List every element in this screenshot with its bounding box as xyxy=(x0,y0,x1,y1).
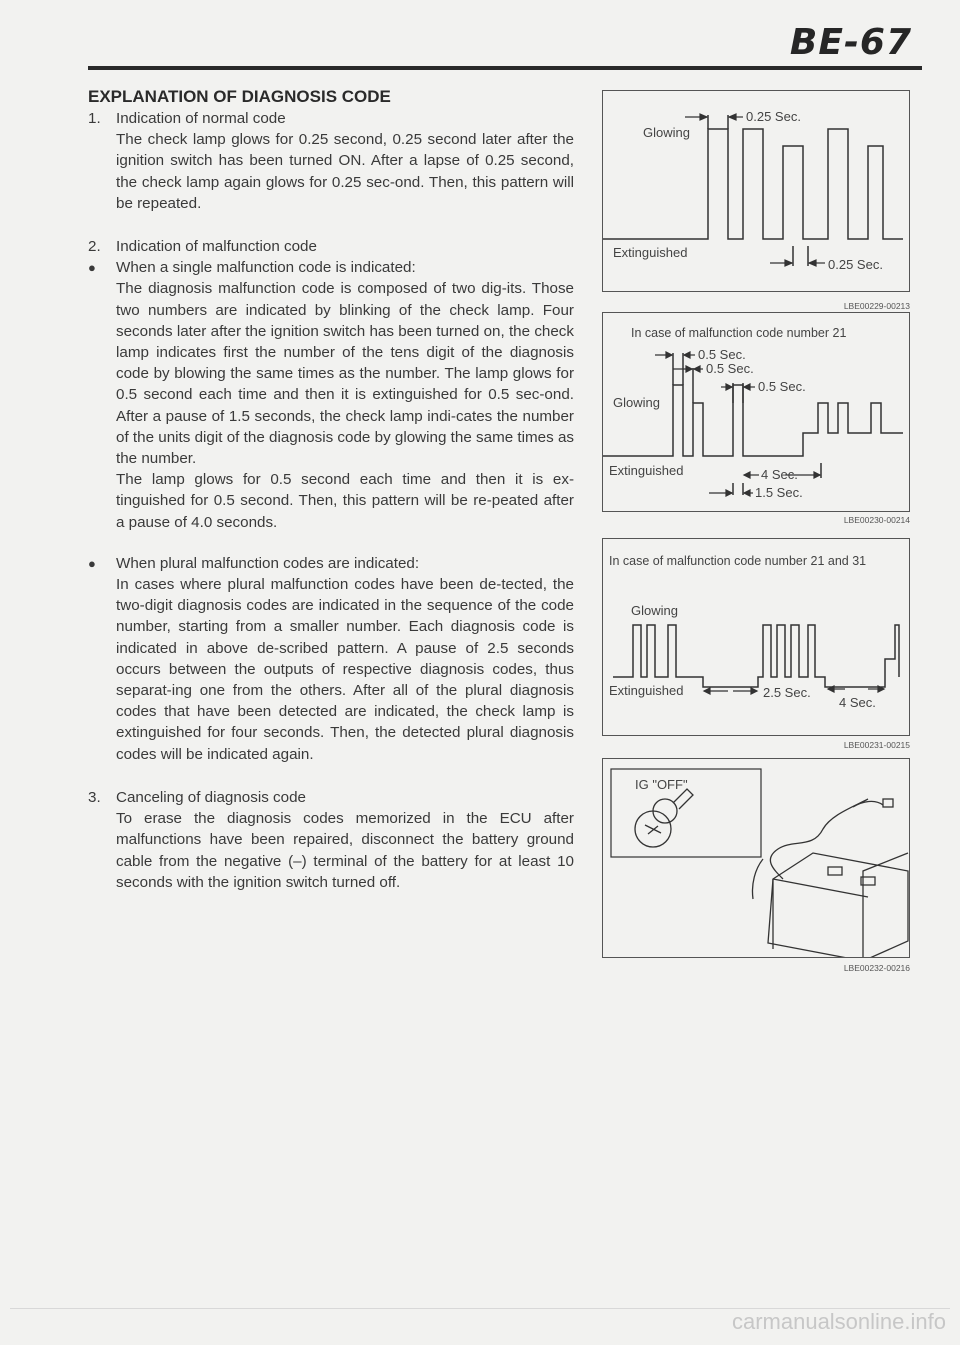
figure-code: LBE00231-00215 xyxy=(843,740,910,750)
bullet-body: In cases where plural malfunction codes have been de-tected, the two-digit diagnosis codes are indicated in the sequence of the code number, starting from a smaller number. Each diagnosis code is indicated in above de-scribed pattern. A pause of 2.5 seconds occurs between the outputs of respective diagnosis codes, thus separat-ing one from the others. After all of the plural diagnosis codes that have been detected are indicated, the check lamp is extinguished for four seconds. Then, the detected plural diagnosis codes will be indicated again. xyxy=(116,576,574,763)
battery-illustration xyxy=(603,759,909,957)
ignition-key-icon xyxy=(635,789,693,847)
bullet-heading: When plural malfunction codes are indicated: xyxy=(116,554,420,572)
item-body: To erase the diagnosis codes memorized in the ECU after malfunctions have been repaired, disconnect the battery ground cable from the negative (–) terminal of the battery for at least 10 seconds with the ignition switch turned off. xyxy=(116,810,574,891)
figure-code: LBE00230-00214 xyxy=(843,515,910,525)
extinguished-label: Extinguished xyxy=(609,683,684,698)
figure-code: LBE00229-00213 xyxy=(843,301,910,311)
timing-label: 4 Sec. xyxy=(839,695,876,710)
item-heading: Indication of malfunction code xyxy=(116,238,317,256)
text-column xyxy=(88,86,574,893)
bullet-icon: ● xyxy=(88,555,96,571)
glowing-label: Glowing xyxy=(613,395,660,410)
page-number: BE-67 xyxy=(789,22,912,63)
item-number: 1. xyxy=(88,110,101,127)
timing-label: 4 Sec. xyxy=(761,467,798,482)
item-body: The check lamp glows for 0.25 second, 0.25 second later after the ignition switch has been turned ON. After a lapse of 0.25 second, the check lamp again glows for 0.25 sec-ond. Then, this pattern will be repeated. xyxy=(116,131,574,212)
battery-icon xyxy=(768,853,908,957)
timing-label: 0.25 Sec. xyxy=(746,109,801,124)
timing-label: 0.5 Sec. xyxy=(698,347,746,362)
item-canceling-code xyxy=(88,787,574,893)
figure-code-21 xyxy=(602,312,910,512)
figure-battery-disconnect xyxy=(602,758,910,958)
item-heading: Canceling of diagnosis code xyxy=(116,788,306,806)
bullet-body: The lamp glows for 0.5 second each time and then it is ex-tinguished for 0.5 second. Then, this pattern will be re-peated after a pause of 4.0 seconds. xyxy=(116,471,574,531)
extinguished-label: Extinguished xyxy=(613,245,688,260)
item-heading: Indication of normal code xyxy=(116,110,286,127)
timing-label: 0.5 Sec. xyxy=(706,361,754,376)
figure-normal-code xyxy=(602,90,910,292)
item-number: 2. xyxy=(88,238,101,256)
timing-label: 0.5 Sec. xyxy=(758,379,806,394)
extinguished-label: Extinguished xyxy=(609,463,684,478)
ig-off-label: IG "OFF" xyxy=(635,777,688,792)
code-21-31-waveform xyxy=(603,539,909,735)
normal-code-waveform xyxy=(603,91,909,291)
timing-label: 2.5 Sec. xyxy=(763,685,811,700)
figure-title: In case of malfunction code number 21 xyxy=(631,326,847,340)
bullet-icon: ● xyxy=(88,260,96,276)
watermark: carmanualsonline.info xyxy=(731,1309,946,1334)
timing-label: 1.5 Sec. xyxy=(755,485,803,500)
header-rule xyxy=(88,66,922,70)
item-normal-code xyxy=(88,108,574,214)
item-number: 3. xyxy=(88,788,101,806)
bullet-heading: When a single malfunction code is indicated: xyxy=(116,259,416,277)
figure-code-21-31 xyxy=(602,538,910,736)
code-21-waveform xyxy=(603,313,909,511)
timing-label: 0.25 Sec. xyxy=(828,257,883,272)
bullet-body: The diagnosis malfunction code is composed of two dig-its. Those two numbers are indicated by blinking of the check lamp. Four seconds later after the ignition switch has been turned on, the check lamp indicates first the number of the tens digit of the diagnosis code by blowing the same times as the number. The lamp glows for 0.5 second each time and then it is extinguished for 0.5 sec-ond. After a pause of 1.5 seconds, the check lamp indi-cates the number of the units digit of the diagnosis code by glowing the same times as the number. xyxy=(116,280,574,468)
figure-title: In case of malfunction code number 21 and 31 xyxy=(609,554,867,568)
glowing-label: Glowing xyxy=(631,603,678,618)
glowing-label: Glowing xyxy=(643,125,690,140)
figure-code: LBE00232-00216 xyxy=(843,963,910,973)
item-malfunction-code xyxy=(88,236,574,765)
section-title: EXPLANATION OF DIAGNOSIS CODE xyxy=(88,87,391,106)
